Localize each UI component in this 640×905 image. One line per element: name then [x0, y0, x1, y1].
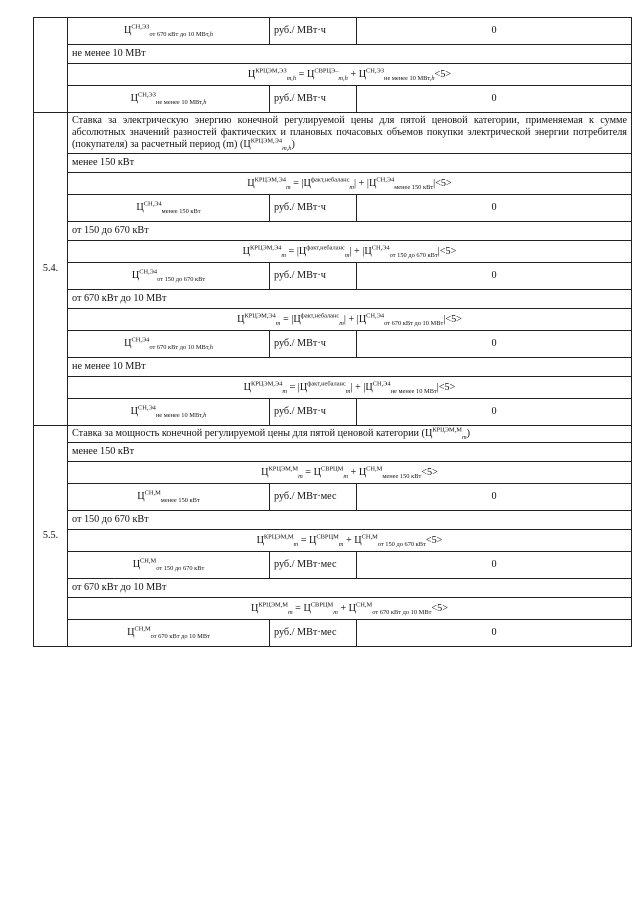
formula-cell	[68, 64, 632, 86]
capacity-range-label: менее 150 кВт	[68, 443, 632, 462]
table-row	[34, 443, 632, 462]
formula-cell	[68, 173, 632, 195]
table-row	[34, 377, 632, 399]
capacity-range-label: менее 150 кВт	[68, 154, 632, 173]
capacity-range-label: от 150 до 670 кВт	[68, 511, 632, 530]
table-row	[34, 263, 632, 290]
unit-cell: руб./ МВт·ч	[270, 18, 357, 45]
table-row	[34, 195, 632, 222]
symbol-cell	[68, 484, 270, 511]
table-row	[34, 462, 632, 484]
capacity-range-label: не менее 10 МВт	[68, 45, 632, 64]
table-row	[34, 18, 632, 45]
price-symbol: $Ц^{СН,Э4}_{не менее 10 МВт,h}$	[130, 404, 207, 420]
price-formula: $Ц^{КРЦЭМ,ЭЗ}_{m,h} = Ц^{СВРЦЭ-}_{m,h} + Ц^{СН,ЭЗ}_{не менее 10 МВт,h}<5>$	[247, 67, 452, 82]
section-title: Ставка за мощность конечной регулируемой цены для пятой ценовой категории (	[72, 428, 425, 439]
table-row	[34, 241, 632, 263]
value-cell: 0	[357, 195, 632, 222]
table-row	[34, 290, 632, 309]
price-formula: $Ц^{КРЦЭМ,Э4}_m = |Ц^{факт,небаланс}_m| + |Ц^{СН,Э4}_{от 150 до 670 кВт}|<5>$	[242, 244, 457, 259]
unit-cell: руб./ МВт·ч	[270, 331, 357, 358]
unit-cell: руб./ МВт·мес	[270, 552, 357, 579]
section-number: 5.5.	[34, 426, 68, 647]
value-cell: 0	[357, 484, 632, 511]
capacity-range-label: от 150 до 670 кВт	[68, 222, 632, 241]
table-row	[34, 579, 632, 598]
unit-cell: руб./ МВт·мес	[270, 620, 357, 647]
symbol-cell	[68, 331, 270, 358]
capacity-range-label: не менее 10 МВт	[68, 358, 632, 377]
unit-cell: руб./ МВт·ч	[270, 86, 357, 113]
table-row	[34, 399, 632, 426]
formula-cell	[68, 530, 632, 552]
table-row	[34, 64, 632, 86]
section-number: 5.4.	[34, 113, 68, 426]
unit-cell: руб./ МВт·ч	[270, 399, 357, 426]
table-row	[34, 620, 632, 647]
section-title-cell: Ставка за мощность конечной регулируемой цены для пятой ценовой категории $(Ц^{КРЦЭМ,М}_m)$	[68, 426, 632, 443]
tariff-document-page	[33, 17, 631, 647]
unit-cell: руб./ МВт·мес	[270, 484, 357, 511]
price-formula: $Ц^{КРЦЭМ,М}_m = Ц^{СВРЦМ}_m + Ц^{СН,М}_{менее 150 кВт}<5>$	[261, 465, 438, 480]
price-symbol: $Ц^{СН,М}_{менее 150 кВт}$	[137, 489, 200, 505]
table-row	[34, 309, 632, 331]
section-title-symbol: $Ц^{КРЦЭМ,М}_m$	[424, 426, 467, 442]
price-symbol: $Ц^{СН,Э4}_{от 670 кВт до 10 МВт,h}$	[124, 336, 213, 352]
section-header-row	[34, 113, 632, 154]
symbol-cell	[68, 263, 270, 290]
price-formula: $Ц^{КРЦЭМ,М}_m = Ц^{СВРЦМ}_m + Ц^{СН,М}_{от 670 кВт до 10 МВт}<5>$	[250, 601, 448, 616]
price-symbol: $Ц^{СН,Э4}_{менее 150 кВт}$	[136, 200, 201, 216]
price-formula: $Ц^{КРЦЭМ,Э4}_m = |Ц^{факт,небаланс}_m| + |Ц^{СН,Э4}_{не менее 10 МВт}|<5>$	[243, 380, 456, 395]
section-title: Ставка за электрическую энергию конечной регулируемой цены для пятой ценовой категории, применяемая к сумме абсолютных значений разностей фактических и плановых почасовых объемов покупки электрической энергии потребителя (покупателя) за расчетный период (m) (	[72, 115, 627, 150]
symbol-cell	[68, 399, 270, 426]
value-cell: 0	[357, 620, 632, 647]
formula-cell	[68, 309, 632, 331]
table-row	[34, 552, 632, 579]
price-formula: $Ц^{КРЦЭМ,Э4}_m = |Ц^{факт,небаланс}_m| + |Ц^{СН,Э4}_{менее 150 кВт}|<5>$	[247, 176, 452, 191]
capacity-range-label: от 670 кВт до 10 МВт	[68, 579, 632, 598]
table-row	[34, 598, 632, 620]
price-formula: $Ц^{КРЦЭМ,М}_m = Ц^{СВРЦМ}_m + Ц^{СН,М}_{от 150 до 670 кВт}<5>$	[256, 533, 443, 548]
price-symbol: $Ц^{СН,Э4}_{от 150 до 670 кВт}$	[131, 268, 206, 284]
formula-cell	[68, 377, 632, 399]
formula-cell	[68, 462, 632, 484]
table-row	[34, 154, 632, 173]
section-header-row	[34, 426, 632, 443]
table-row	[34, 511, 632, 530]
table-row	[34, 530, 632, 552]
unit-cell: руб./ МВт·ч	[270, 263, 357, 290]
formula-cell	[68, 598, 632, 620]
value-cell: 0	[357, 86, 632, 113]
table-row	[34, 484, 632, 511]
price-symbol: $Ц^{СН,М}_{от 150 до 670 кВт}$	[132, 557, 205, 573]
value-cell: 0	[357, 399, 632, 426]
symbol-cell	[68, 18, 270, 45]
symbol-cell	[68, 620, 270, 647]
price-symbol: $Ц^{СН,ЭЗ}_{от 670 кВт до 10 МВт,h}$	[124, 23, 213, 39]
table-row	[34, 45, 632, 64]
table-row	[34, 222, 632, 241]
section-title-symbol: $Ц^{КРЦЭМ,Э4}_{m,h}$	[243, 137, 292, 153]
table-row	[34, 331, 632, 358]
unit-cell: руб./ МВт·ч	[270, 195, 357, 222]
formula-cell	[68, 241, 632, 263]
symbol-cell	[68, 86, 270, 113]
value-cell: 0	[357, 18, 632, 45]
tariff-table	[33, 17, 632, 647]
table-row	[34, 173, 632, 195]
table-row	[34, 86, 632, 113]
price-formula: $Ц^{КРЦЭМ,Э4}_m = |Ц^{факт,небаланс}_m| + |Ц^{СН,Э4}_{от 670 кВт до 10 МВт}|<5>$	[237, 312, 462, 327]
value-cell: 0	[357, 552, 632, 579]
value-cell: 0	[357, 263, 632, 290]
row-number-cell	[34, 18, 68, 113]
value-cell: 0	[357, 331, 632, 358]
capacity-range-label: от 670 кВт до 10 МВт	[68, 290, 632, 309]
price-symbol: $Ц^{СН,ЭЗ}_{не менее 10 МВт,h}$	[130, 91, 207, 107]
table-row	[34, 358, 632, 377]
price-symbol: $Ц^{СН,М}_{от 670 кВт до 10 МВт}$	[127, 625, 210, 641]
section-title-cell: Ставка за электрическую энергию конечной регулируемой цены для пятой ценовой категории, применяемая к сумме абсолютных значений разностей фактических и плановых почасовых объемов покупки электрической энергии потребителя (покупателя) за расчетный период (m) $(Ц^{КРЦЭМ,Э4}_{m,h})$	[68, 113, 632, 154]
symbol-cell	[68, 552, 270, 579]
symbol-cell	[68, 195, 270, 222]
